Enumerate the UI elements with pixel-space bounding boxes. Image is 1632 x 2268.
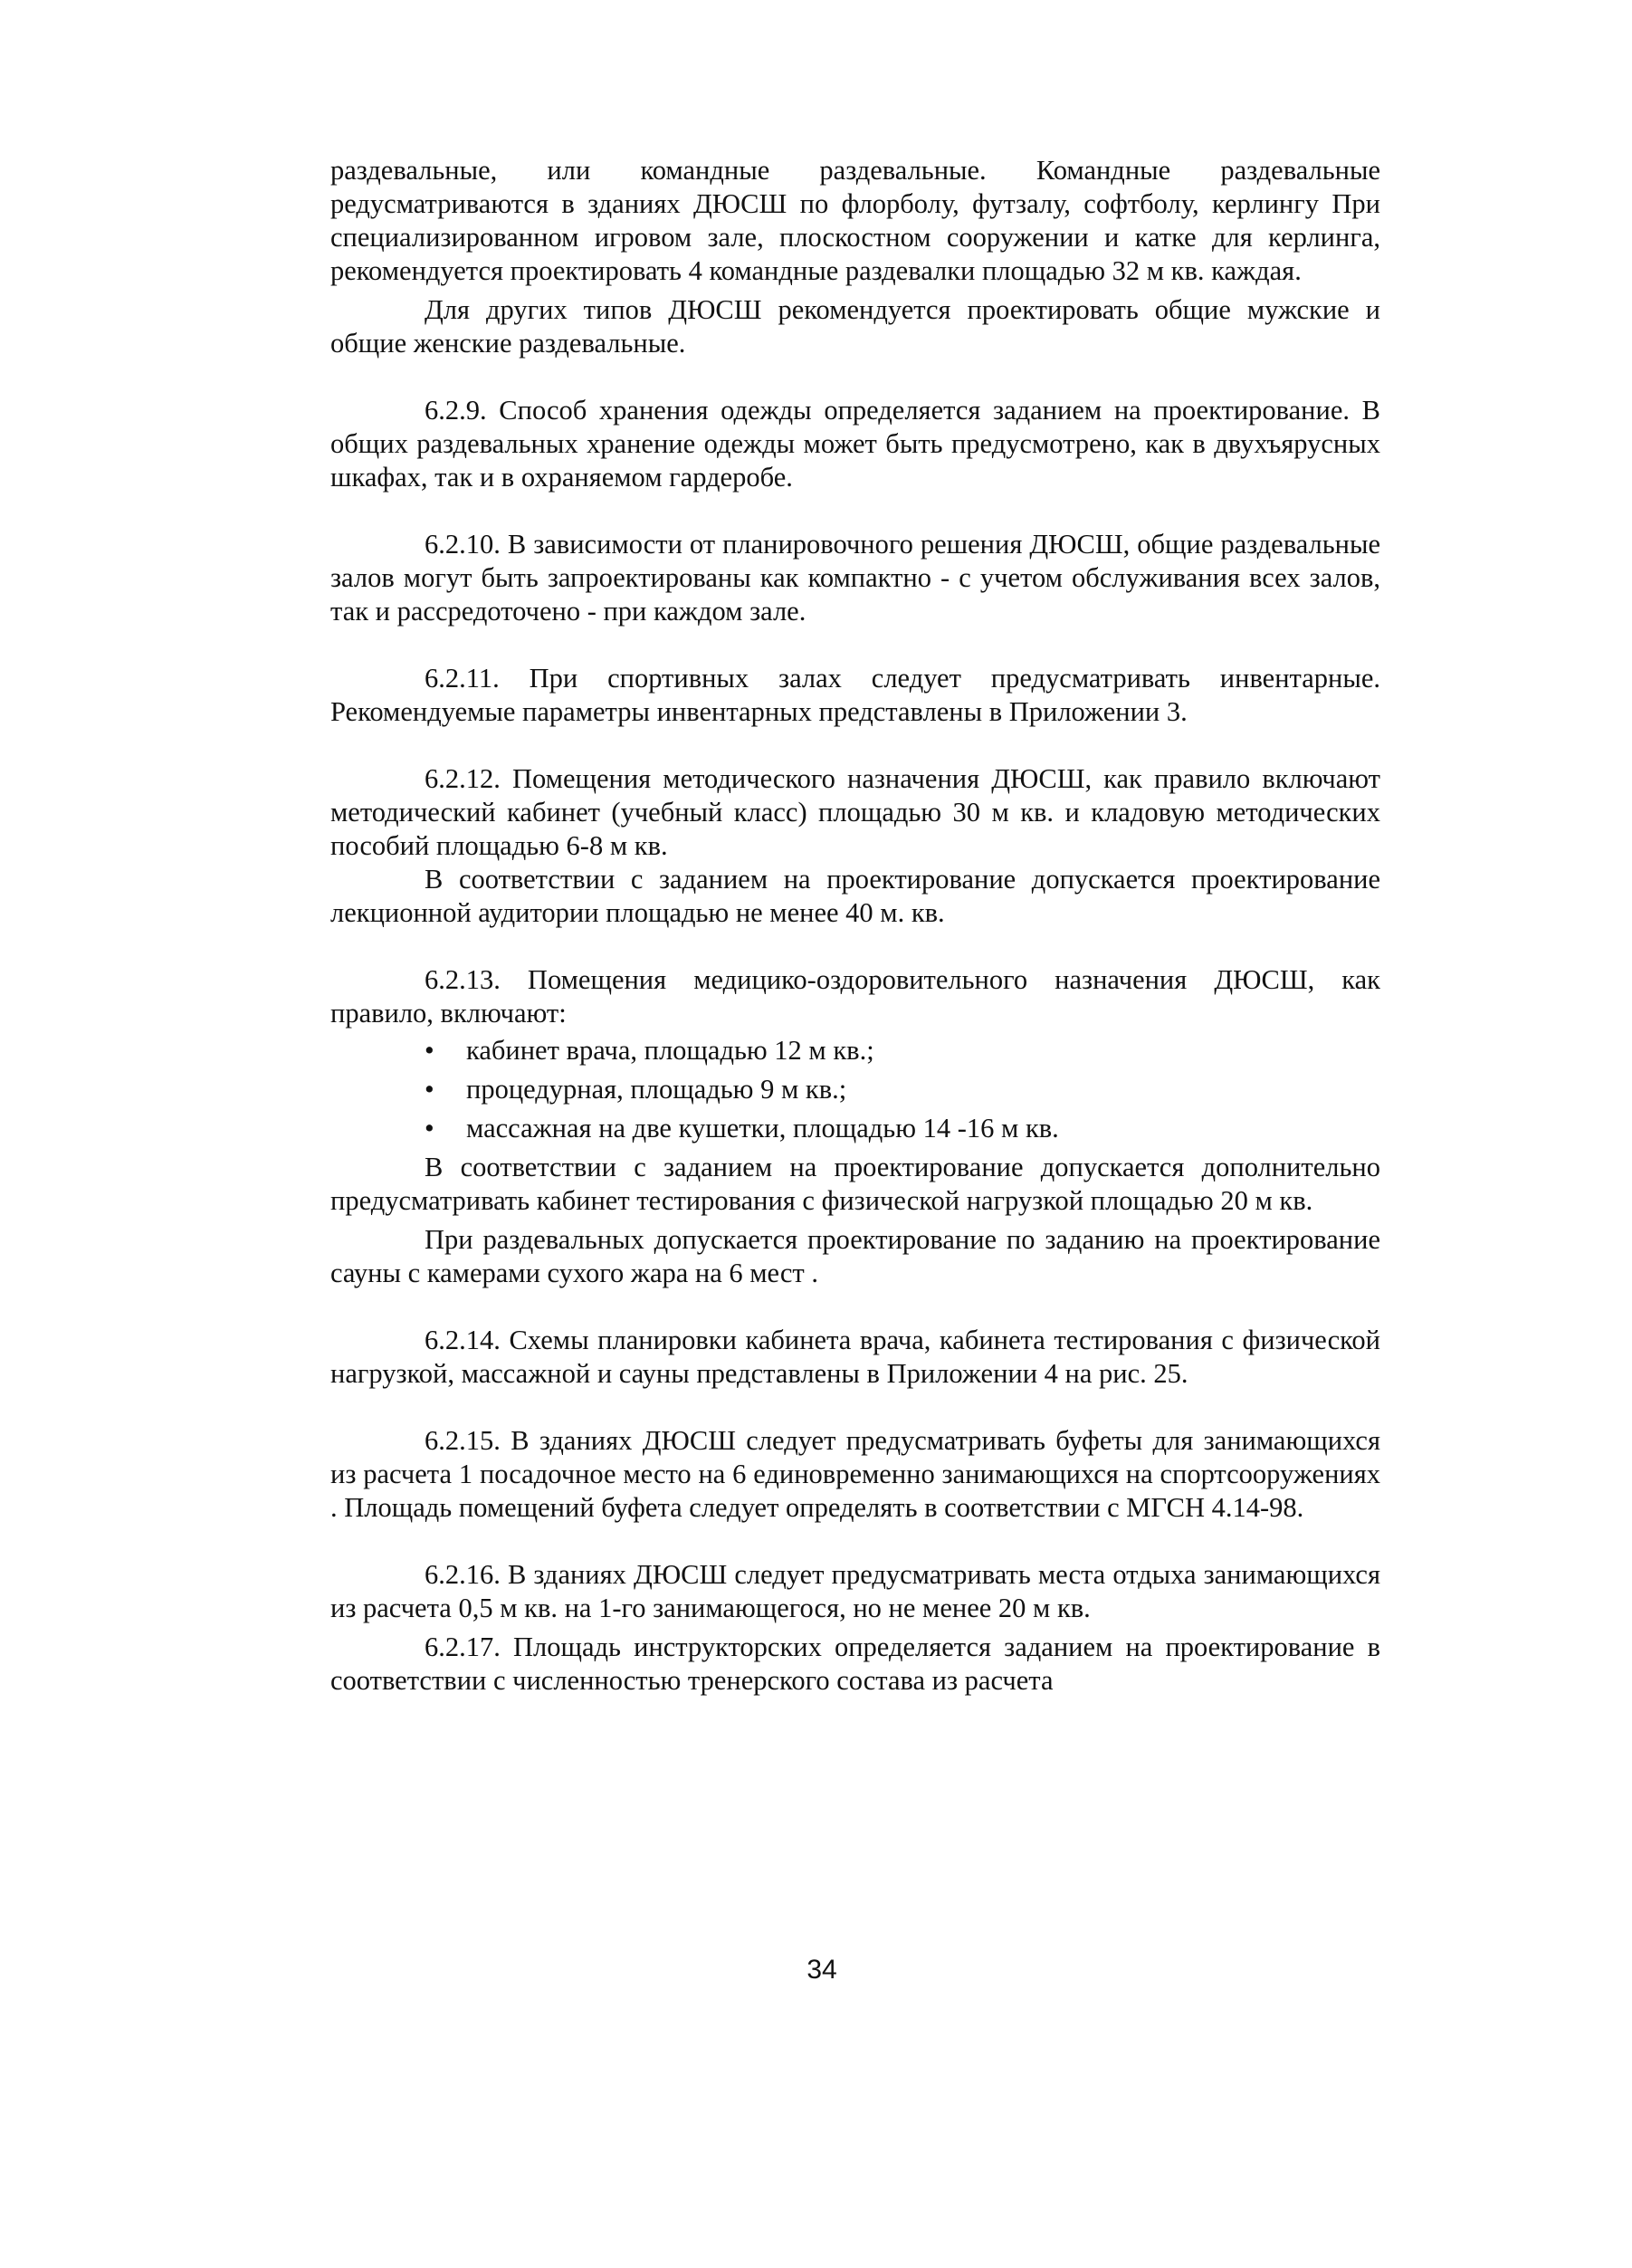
list-item bbox=[330, 1034, 1380, 1067]
paragraph-6-2-15: 6.2.15. В зданиях ДЮСШ следует предусматривать буфеты для занимающихся из расчета 1 посадочное место на 6 единовременно занимающихся на спортсооружениях . Площадь помещений буфета следует определять в соответствии с МГСН 4.14-98. bbox=[330, 1425, 1380, 1523]
paragraph-6-2-13: 6.2.13. Помещения медицико-оздоровительного назначения ДЮСШ, как правило, включают: bbox=[330, 964, 1380, 1029]
bullet-marker: • bbox=[425, 1113, 434, 1144]
paragraph-6-2-16: 6.2.16. В зданиях ДЮСШ следует предусматривать места отдыха занимающихся из расчета 0,5 м кв. на 1-го занимающегося, но не менее 20 м кв. bbox=[330, 1559, 1380, 1623]
paragraph-6-2-10: 6.2.10. В зависимости от планировочного решения ДЮСШ, общие раздевальные залов могут быть запроектированы как компактно - с учетом обслуживания всех залов, так и рассредоточено - при каждом зале. bbox=[330, 529, 1380, 627]
medical-rooms-list bbox=[330, 1034, 1380, 1145]
paragraph-dressing-rooms: раздевальные, или командные раздевальные. Командные раздевальные редусматриваются в зданиях ДЮСШ по флорболу, футзалу, софтболу, керлингу При специализированном игровом зале, плоскостном сооружении и катке для керлинга, рекомендуется проектировать 4 командные раздевалки площадью 32 м кв. каждая. bbox=[330, 155, 1380, 286]
list-item-text: массажная на две кушетки, площадью 14 -16 м кв. bbox=[466, 1113, 1059, 1144]
list-item bbox=[330, 1112, 1380, 1145]
paragraph-testing-room: В соответствии с заданием на проектирование допускается дополнительно предусматривать кабинет тестирования с физической нагрузкой площадью 20 м кв. bbox=[330, 1152, 1380, 1216]
document-body bbox=[330, 154, 1380, 1698]
paragraph-other-types: Для других типов ДЮСШ рекомендуется проектировать общие мужские и общие женские раздевальные. bbox=[330, 294, 1380, 359]
paragraph-lecture-hall: В соответствии с заданием на проектирование допускается проектирование лекционной аудитории площадью не менее 40 м. кв. bbox=[330, 864, 1380, 928]
paragraph-6-2-12: 6.2.12. Помещения методического назначения ДЮСШ, как правило включают методический кабинет (учебный класс) площадью 30 м кв. и кладовую методических пособий площадью 6-8 м кв. bbox=[330, 763, 1380, 861]
paragraph-6-2-14: 6.2.14. Схемы планировки кабинета врача, кабинета тестирования с физической нагрузкой, массажной и сауны представлены в Приложении 4 на рис. 25. bbox=[330, 1325, 1380, 1389]
list-item-text: кабинет врача, площадью 12 м кв.; bbox=[466, 1035, 874, 1066]
list-item-text: процедурная, площадью 9 м кв.; bbox=[466, 1074, 847, 1105]
list-item bbox=[330, 1073, 1380, 1106]
bullet-marker: • bbox=[425, 1074, 434, 1105]
paragraph-6-2-9: 6.2.9. Способ хранения одежды определяется заданием на проектирование. В общих раздевальных хранение одежды может быть предусмотрено, как в двухъярусных шкафах, так и в охраняемом гардеробе. bbox=[330, 395, 1380, 493]
bullet-marker: • bbox=[425, 1035, 434, 1066]
paragraph-6-2-17: 6.2.17. Площадь инструкторских определяется заданием на проектирование в соответствии с численностью тренерского состава из расчета bbox=[330, 1632, 1380, 1696]
paragraph-sauna: При раздевальных допускается проектирование по заданию на проектирование сауны с камерами сухого жара на 6 мест . bbox=[330, 1224, 1380, 1288]
page-number: 34 bbox=[806, 1955, 837, 1985]
paragraph-6-2-11: 6.2.11. При спортивных залах следует предусматривать инвентарные. Рекомендуемые параметры инвентарных представлены в Приложении 3. bbox=[330, 663, 1380, 727]
